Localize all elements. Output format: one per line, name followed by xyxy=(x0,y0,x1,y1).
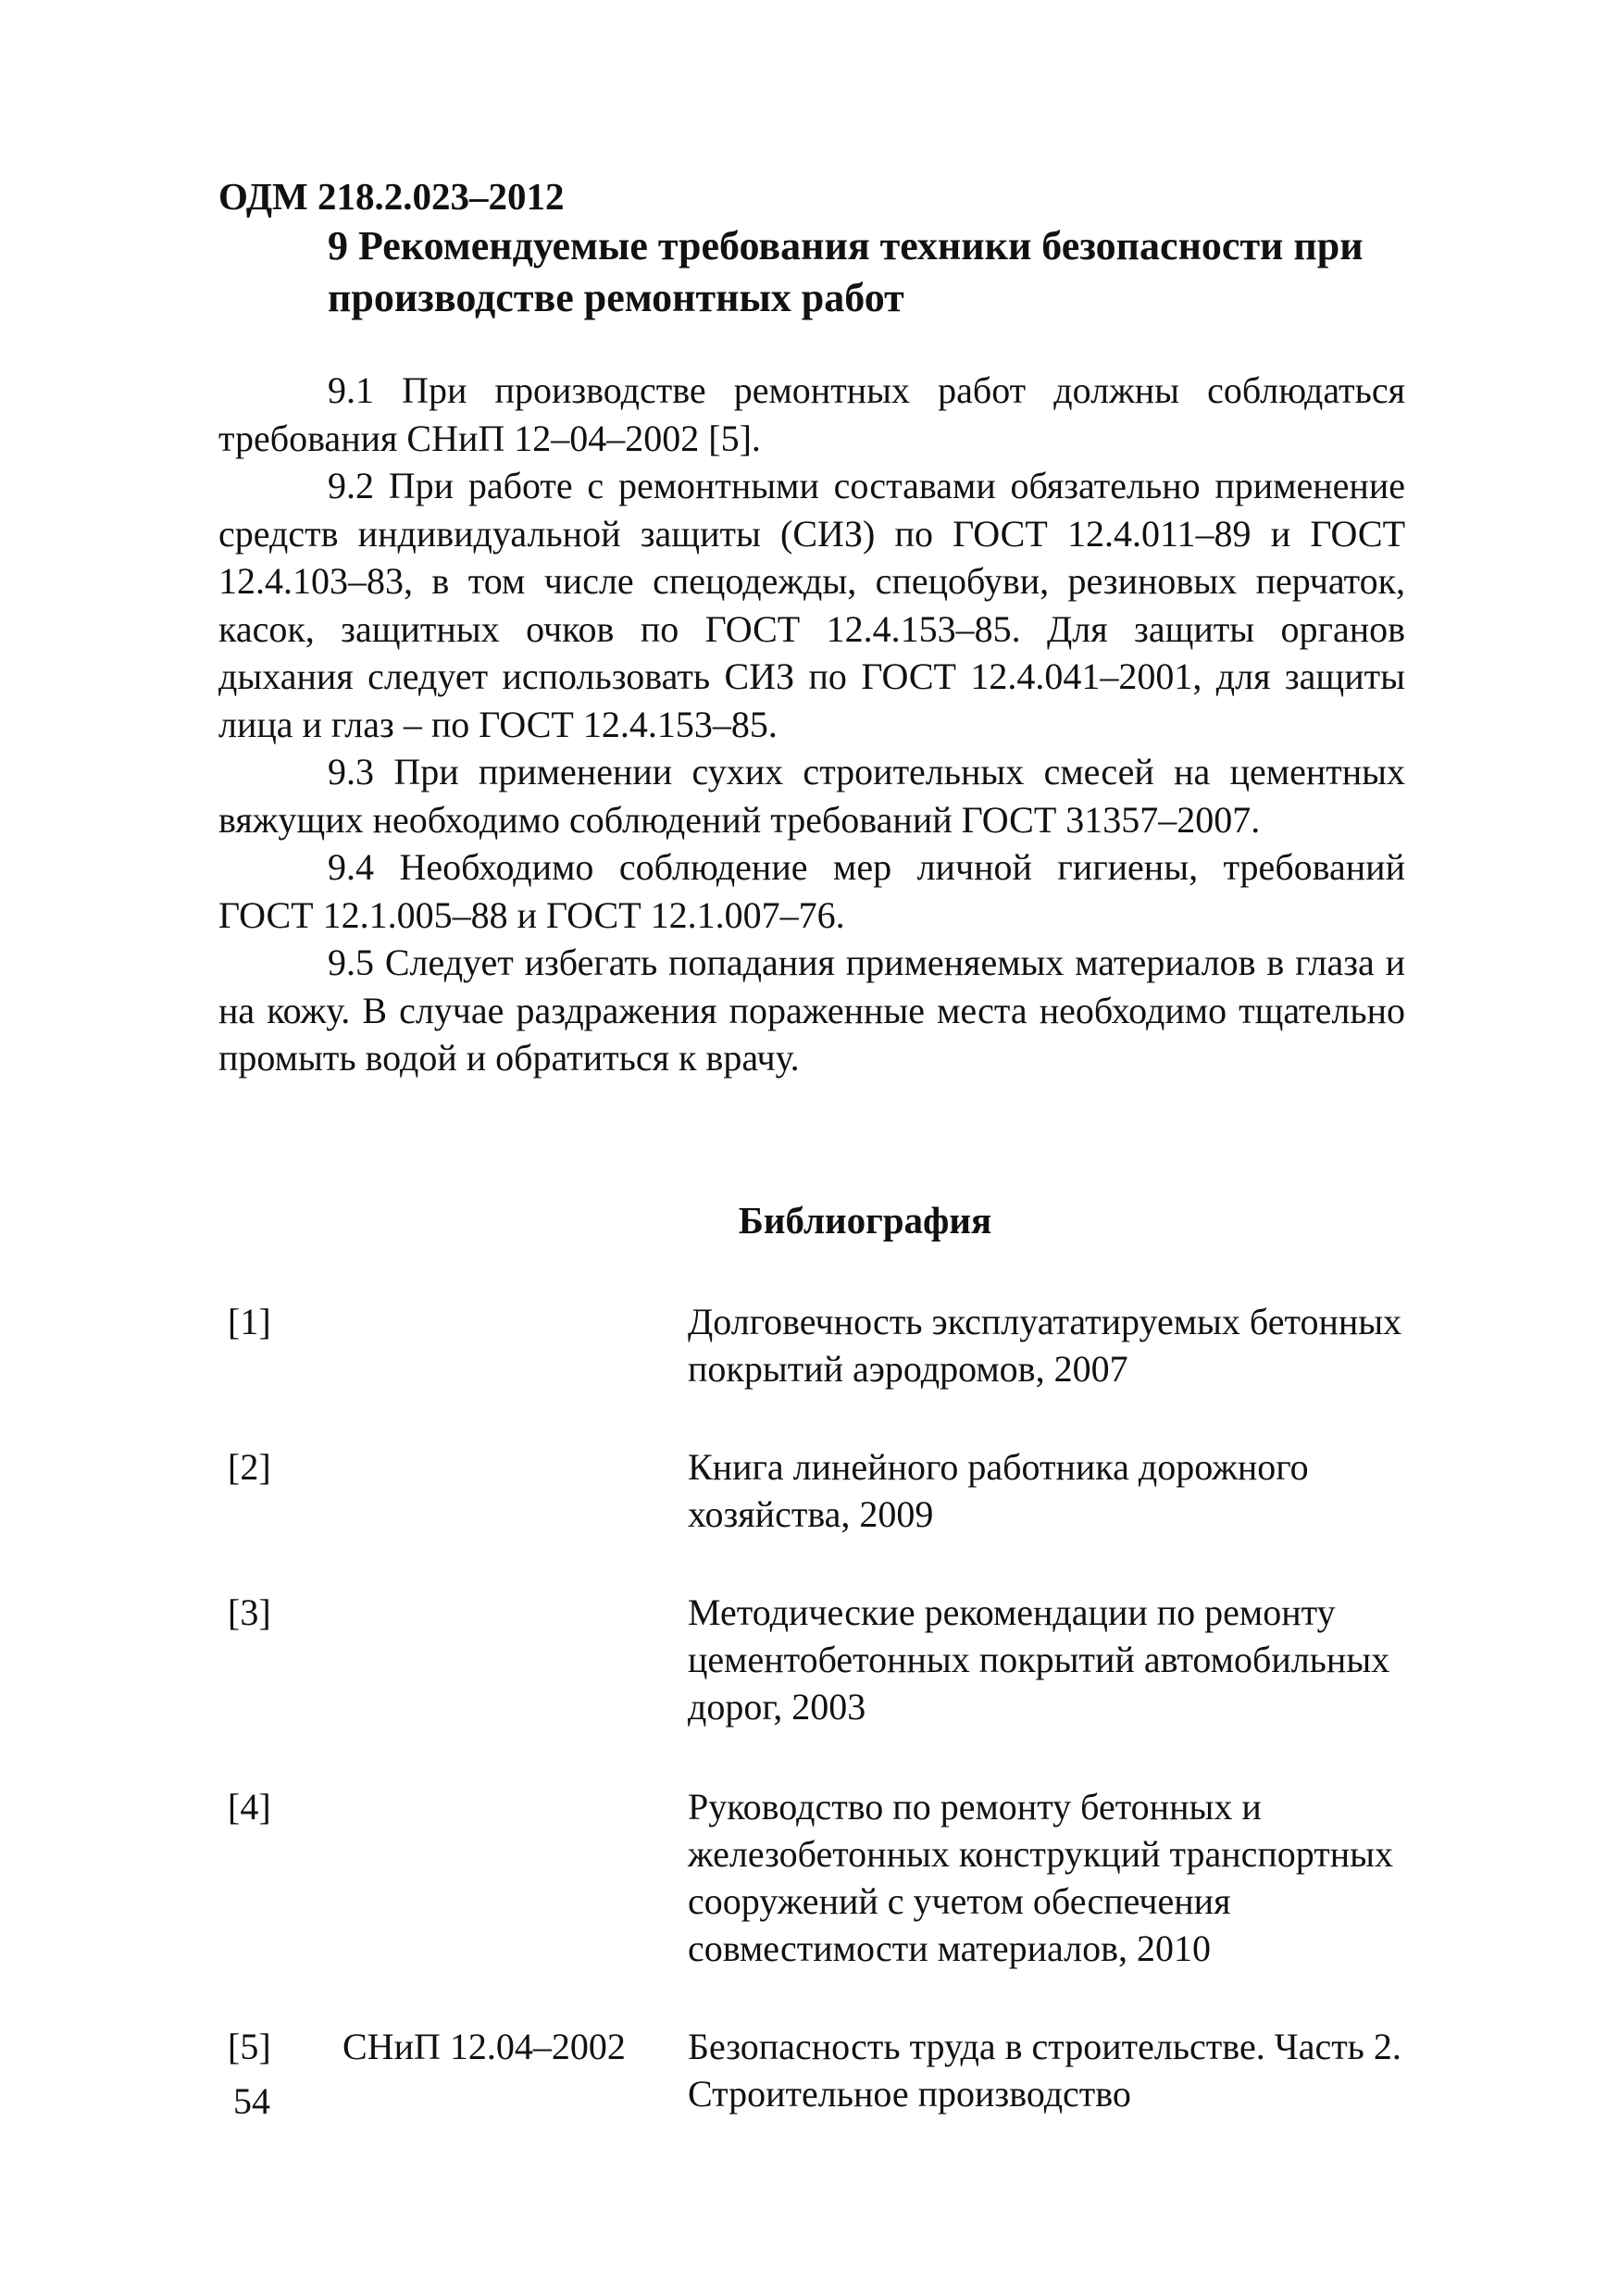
document-code: ОДМ 218.2.023–2012 xyxy=(218,175,565,218)
bibliography-entry-title: Руководство по ремонту бетонных и железобетонных конструкций транспортных сооружений с учетом обеспечения совместимости материалов, 2010 xyxy=(688,1786,1394,1969)
bibliography-title: Библиография xyxy=(738,1199,992,1242)
bibliography-entry xyxy=(218,1443,1422,1538)
bibliography-entry xyxy=(218,1783,1422,1972)
paragraph-9-2: 9.2 При работе с ремонтными составами обязательно применение средств индивидуальной защиты (СИЗ) по ГОСТ 12.4.011–89 и ГОСТ 12.4.103–83, в том числе спецодежды, спецобуви, резиновых перчаток, касок, защитных очков по ГОСТ 12.4.153–85. Для защиты органов дыхания следует использовать СИЗ по ГОСТ 12.4.041–2001, для защиты лица и глаз – по ГОСТ 12.4.153–85. xyxy=(218,465,1405,745)
page-number: 54 xyxy=(233,2080,270,2122)
section-body xyxy=(218,367,1405,1082)
bibliography-entry xyxy=(218,1298,1422,1392)
bibliography-entry-number: [2] xyxy=(228,1446,271,1488)
paragraph-9-5: 9.5 Следует избегать попадания применяемых материалов в глаза и на кожу. В случае раздражения пораженные места необходимо тщательно промыть водой и обратиться к врачу. xyxy=(218,942,1405,1079)
bibliography-entry-number: [3] xyxy=(228,1591,271,1633)
bibliography-entry-code: СНиП 12.04–2002 xyxy=(342,2026,626,2067)
bibliography-entry xyxy=(218,1589,1422,1730)
bibliography-entry xyxy=(218,2023,1422,2117)
bibliography-entry-number: [5] xyxy=(228,2026,271,2067)
bibliography-list xyxy=(218,1298,1422,2117)
section-heading: 9 Рекомендуемые требования техники безопасности при производстве ремонтных работ xyxy=(328,223,1364,320)
paragraph-9-3: 9.3 При применении сухих строительных смесей на цементных вяжущих необходимо соблюдений требований ГОСТ 31357–2007. xyxy=(218,751,1405,841)
bibliography-entry-title: Книга линейного работника дорожного хозяйства, 2009 xyxy=(688,1446,1309,1535)
bibliography-entry-title: Долговечность эксплуататируемых бетонных покрытий аэродромов, 2007 xyxy=(688,1301,1402,1390)
bibliography-entry-title: Методические рекомендации по ремонту цементобетонных покрытий автомобильных дорог, 2003 xyxy=(688,1591,1390,1728)
paragraph-9-4: 9.4 Необходимо соблюдение мер личной гигиены, требований ГОСТ 12.1.005–88 и ГОСТ 12.1.007–76. xyxy=(218,846,1405,936)
bibliography-entry-number: [4] xyxy=(228,1786,271,1828)
paragraph-9-1: 9.1 При производстве ремонтных работ должны соблюдаться требования СНиП 12–04–2002 [5]. xyxy=(218,369,1405,459)
bibliography-entry-number: [1] xyxy=(228,1301,271,1342)
bibliography-entry-title: Безопасность труда в строительстве. Часть 2. Строительное производство xyxy=(688,2026,1401,2115)
